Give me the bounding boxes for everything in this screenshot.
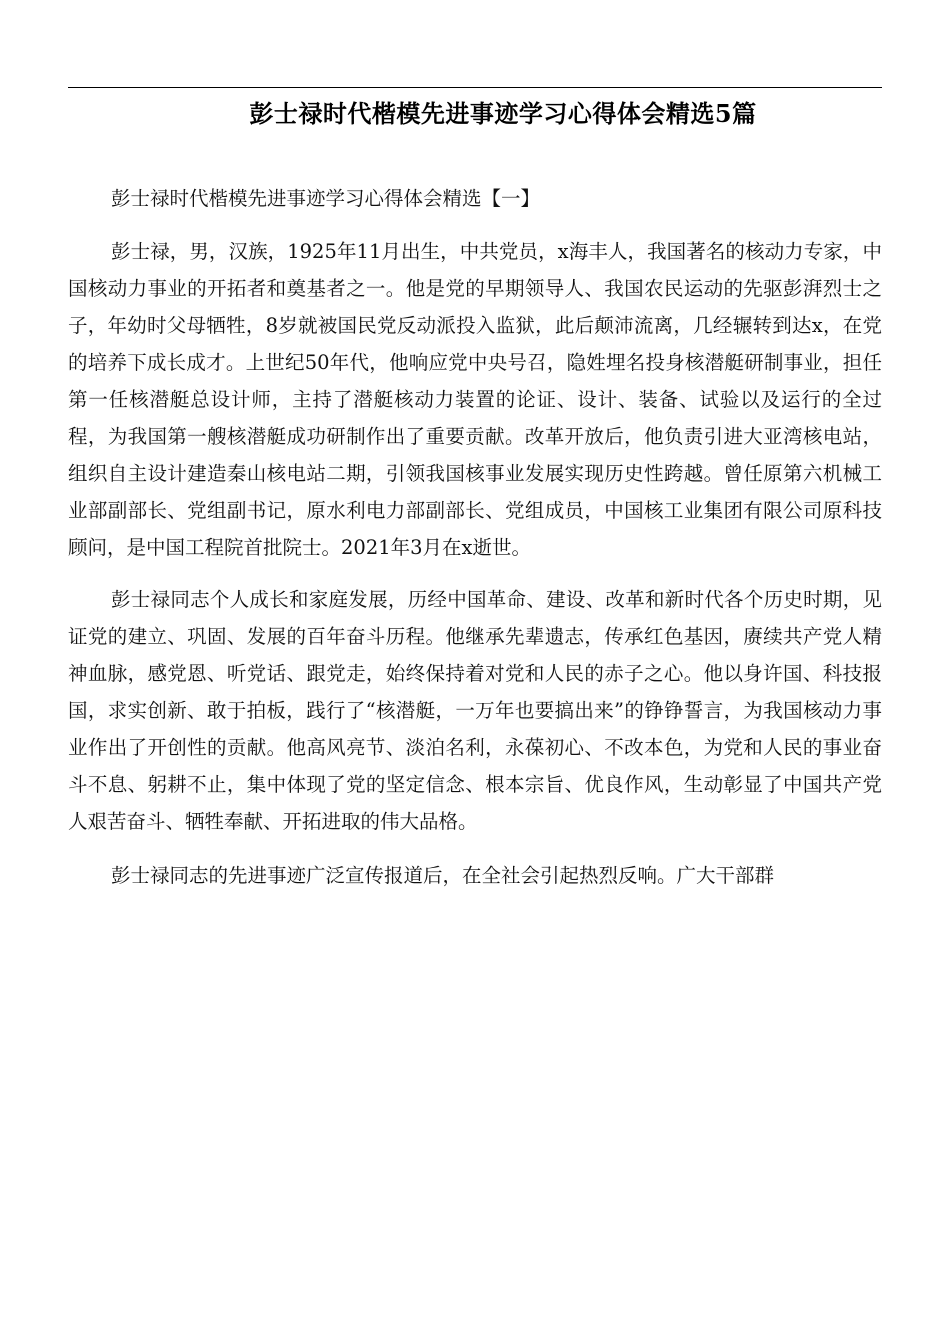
section-heading: 彭士禄时代楷模先进事迹学习心得体会精选【一】 bbox=[111, 187, 541, 210]
paragraph-legacy: 彭士禄同志个人成长和家庭发展，历经中国革命、建设、改革和新时代各个历史时期，见证党的建立、巩固、发展的百年奋斗历程。他继承先辈遗志，传承红色基因，赓续共产党人精神血脉，感党恩、听党话、跟党走，始终保持着对党和人民的赤子之心。他以身许国、科技报国，求实创新、敢于拍板，践行了“核潜艇，一万年也要搞出来”的铮铮誓言，为我国核动力事业作出了开创性的贡献。他高风亮节、淡泊名利，永葆初心、不改本色，为党和人民的事业奋斗不息、躬耕不止，集中体现了党的坚定信念、根本宗旨、优良作风，生动彰显了中国共产党人艰苦奋斗、牺牲奉献、开拓进取的伟大品格。 bbox=[68, 588, 882, 833]
header-rule bbox=[68, 87, 882, 88]
document-title: 彭士禄时代楷模先进事迹学习心得体会精选5篇 bbox=[249, 99, 757, 128]
paragraph-reaction: 彭士禄同志的先进事迹广泛宣传报道后，在全社会引起热烈反响。广大干部群 bbox=[111, 864, 775, 887]
document-body bbox=[68, 182, 882, 894]
paragraph-biography: 彭士禄，男，汉族，1925年11月出生，中共党员，x海丰人，我国著名的核动力专家，中国核动力事业的开拓者和奠基者之一。他是党的早期领导人、我国农民运动的先驱彭湃烈士之子，年幼时父母牺牲，8岁就被国民党反动派投入监狱，此后颠沛流离，几经辗转到达x，在党的培养下成长成才。上世纪50年代，他响应党中央号召，隐姓埋名投身核潜艇研制事业，担任第一任核潜艇总设计师，主持了潜艇核动力装置的论证、设计、装备、试验以及运行的全过程，为我国第一艘核潜艇成功研制作出了重要贡献。改革开放后，他负责引进大亚湾核电站，组织自主设计建造秦山核电站二期，引领我国核事业发展实现历史性跨越。曾任原第六机械工业部副部长、党组副书记，原水利电力部副部长、党组成员，中国核工业集团有限公司原科技顾问，是中国工程院首批院士。2021年3月在x逝世。 bbox=[68, 240, 882, 559]
